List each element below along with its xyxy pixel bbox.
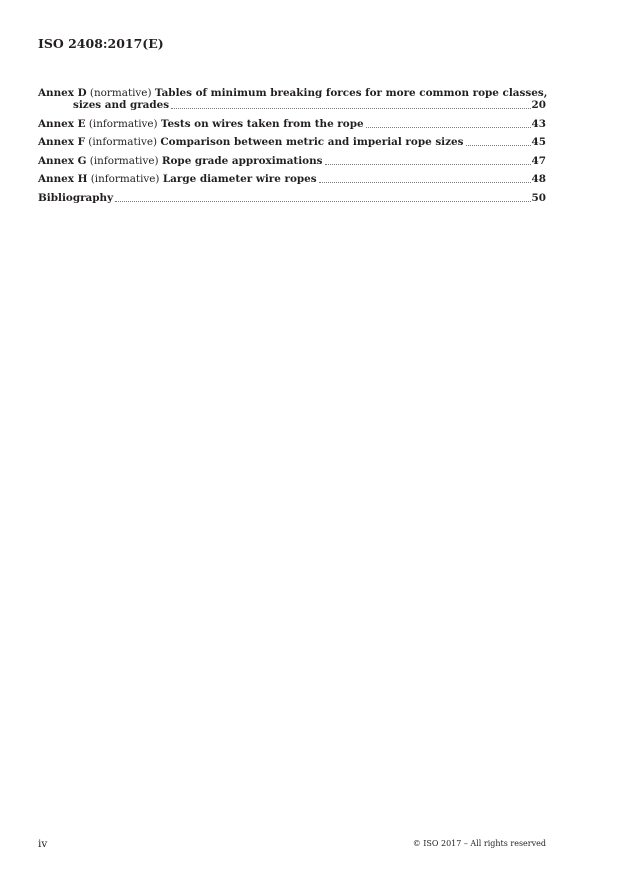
- toc-page: 45: [531, 136, 546, 148]
- toc-title: Bibliography: [38, 191, 114, 204]
- toc-page: 50: [531, 191, 546, 204]
- toc-entry-annex-f[interactable]: [38, 136, 546, 148]
- toc-label: Annex H: [38, 173, 88, 185]
- toc-label: Annex D: [38, 87, 87, 99]
- toc-title-line1: Tables of minimum breaking forces for more common rope classes,: [154, 87, 548, 99]
- dot-leader: [325, 164, 531, 165]
- toc-title: Large diameter wire ropes: [162, 173, 317, 185]
- toc-page: 48: [531, 173, 546, 185]
- toc-page: 43: [531, 117, 546, 130]
- toc-title: Rope grade approximations: [161, 154, 323, 167]
- copyright-notice: © ISO 2017 – All rights reserved: [412, 839, 546, 848]
- toc-title-line2: sizes and grades: [73, 99, 170, 111]
- dot-leader: [366, 127, 531, 128]
- dot-leader: [115, 201, 530, 202]
- toc-entry-annex-d[interactable]: [38, 87, 546, 111]
- toc-entry-bibliography[interactable]: [38, 192, 546, 204]
- toc-entry-annex-g[interactable]: [38, 155, 546, 167]
- toc-page: 47: [531, 154, 546, 167]
- toc-label: Annex G: [38, 154, 87, 167]
- document-id: ISO 2408:2017(E): [38, 36, 164, 51]
- dot-leader: [319, 182, 531, 183]
- toc-label: Annex F: [38, 136, 85, 148]
- toc-type: (informative): [88, 117, 158, 130]
- dot-leader: [171, 108, 530, 109]
- toc-type: (informative): [88, 136, 158, 148]
- toc-entry-annex-h[interactable]: [38, 173, 546, 185]
- toc-title: Tests on wires taken from the rope: [160, 117, 364, 130]
- toc-title: Comparison between metric and imperial rope sizes: [160, 136, 464, 148]
- table-of-contents: [38, 87, 546, 210]
- toc-page: 20: [531, 99, 546, 111]
- dot-leader: [466, 145, 531, 146]
- toc-type: (informative): [89, 154, 159, 167]
- toc-entry-annex-e[interactable]: [38, 118, 546, 130]
- toc-type: (informative): [90, 173, 160, 185]
- toc-type: (normative): [89, 87, 152, 99]
- page-number: iv: [38, 838, 48, 850]
- toc-label: Annex E: [38, 117, 86, 130]
